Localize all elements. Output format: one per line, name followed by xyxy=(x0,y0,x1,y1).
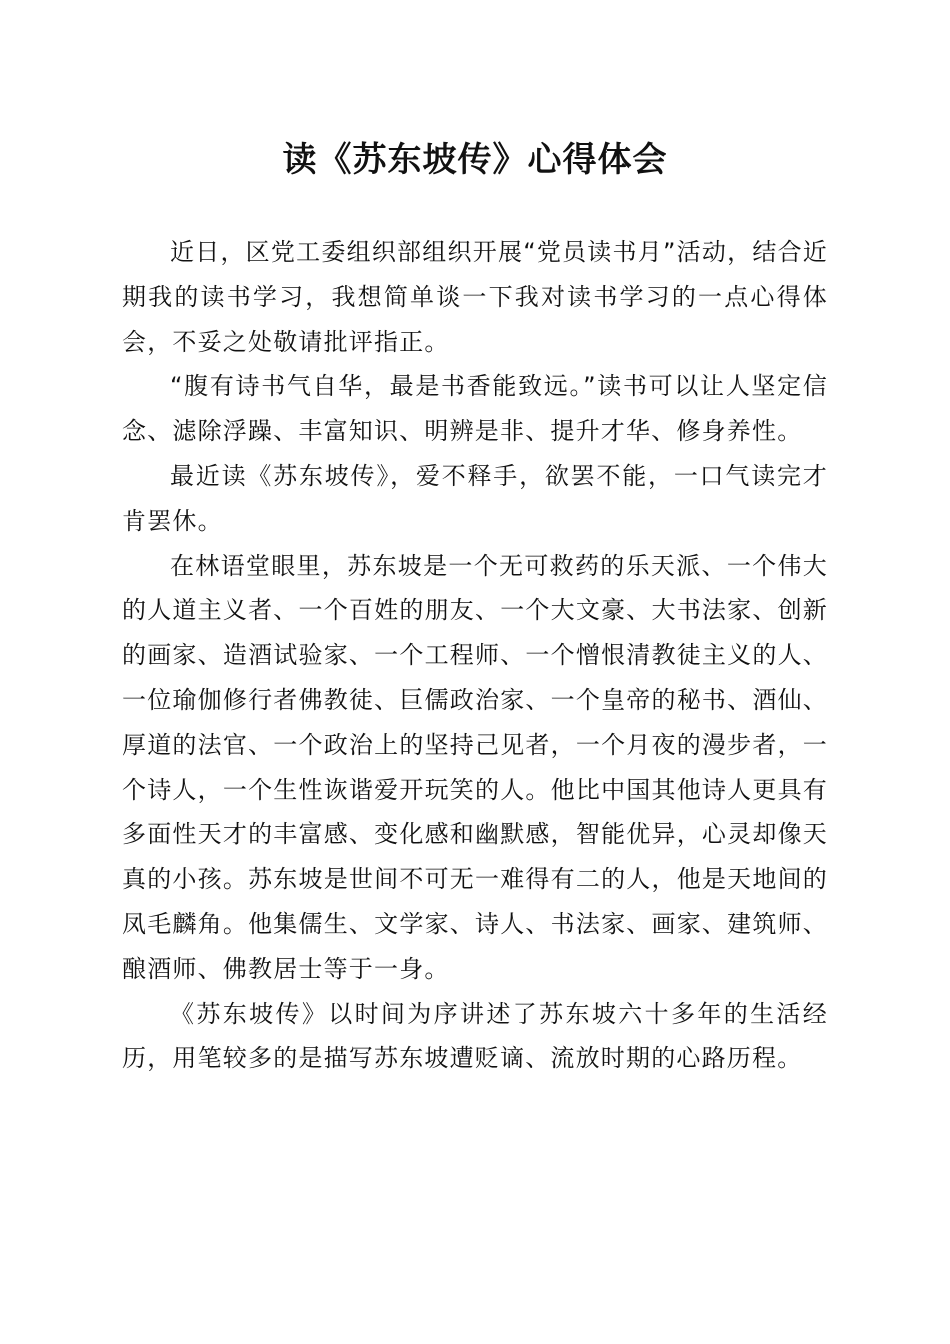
paragraph-reading: 最近读《苏东坡传》，爱不释手，欲罢不能，一口气读完才肯罢休。 xyxy=(122,461,828,535)
paragraph-lin-yutang: 在林语堂眼里，苏东坡是一个无可救药的乐天派、一个伟大的人道主义者、一个百姓的朋友、一个大文豪、大书法家、创新的画家、造酒试验家、一个工程师、一个憎恨清教徒主义的人、一位瑜伽修行者佛教徒、巨儒政治家、一个皇帝的秘书、酒仙、厚道的法官、一个政治上的坚持己见者，一个月夜的漫步者，一个诗人，一个生性诙谐爱开玩笑的人。他比中国其他诗人更具有多面性天才的丰富感、变化感和幽默感，智能优异，心灵却像天真的小孩。苏东坡是世间不可无一难得有二的人，他是天地间的凤毛麟角。他集儒生、文学家、诗人、书法家、画家、建筑师、酿酒师、佛教居士等于一身。 xyxy=(122,551,828,983)
paragraph-book-summary: 《苏东坡传》以时间为序讲述了苏东坡六十多年的生活经历，用笔较多的是描写苏东坡遭贬谪、流放时期的心路历程。 xyxy=(122,999,828,1073)
document-title: 读《苏东坡传》心得体会 xyxy=(282,140,668,180)
paragraph-intro: 近日，区党工委组织部组织开展“党员读书月”活动，结合近期我的读书学习，我想简单谈一下我对读书学习的一点心得体会，不妥之处敬请批评指正。 xyxy=(122,238,828,356)
paragraph-quote: “腹有诗书气自华，最是书香能致远。”读书可以让人坚定信念、滤除浮躁、丰富知识、明辨是非、提升才华、修身养性。 xyxy=(122,372,828,446)
document-body xyxy=(122,230,828,1081)
